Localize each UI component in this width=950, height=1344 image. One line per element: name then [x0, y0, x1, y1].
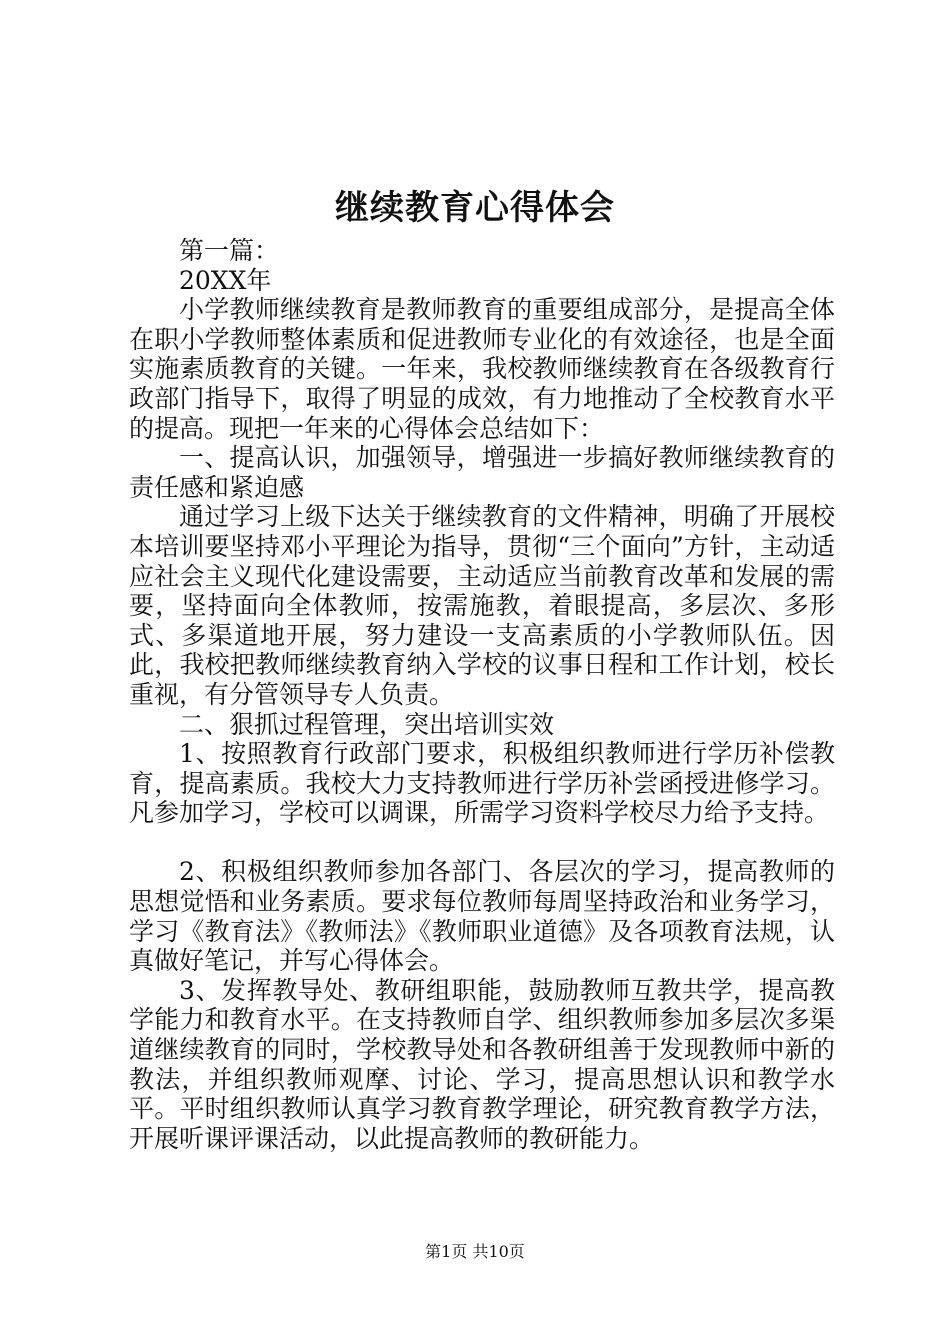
year-line: 20XX年	[179, 265, 272, 295]
intro-paragraph: 小学教师继续教育是教师教育的重要组成部分，是提高全体在职小学教师整体素质和促进教师专业化的有效途径，也是全面实施素质教育的关键。一年来，我校教师继续教育在各级教育行政部门指导下，取得了明显的成效，有力地推动了全校教育水平的提高。现把一年来的心得体会总结如下：	[129, 295, 835, 443]
section-label: 第一篇：	[179, 236, 280, 265]
page-footer: 第1页 共10页	[425, 1242, 525, 1261]
heading-one: 一、提高认识，加强领导，增强进一步搞好教师继续教育的责任感和紧迫感	[129, 443, 835, 502]
paragraph-study: 通过学习上级下达关于继续教育的文件精神，明确了开展校本培训要坚持邓小平理论为指导，贯彻“三个面向”方针，主动适应社会主义现代化建设需要，主动适应当前教育改革和发展的需要，坚持面向全体教师，按需施教，着眼提高，多层次、多形式、多渠道地开展，努力建设一支高素质的小学教师队伍。因此，我校把教师继续教育纳入学校的议事日程和工作计划，校长重视，有分管领导专人负责。	[129, 502, 835, 709]
item-two-paragraph: 2、积极组织教师参加各部门、各层次的学习，提高教师的思想觉悟和业务素质。要求每位教师每周坚持政治和业务学习，学习《教育法》《教师法》《教师职业道德》及各项教育法规，认真做好笔记，并写心得体会。	[129, 857, 835, 976]
document-title: 继续教育心得体会	[335, 188, 615, 228]
item-three-paragraph: 3、发挥教导处、教研组职能，鼓励教师互教共学，提高教学能力和教育水平。在支持教师自学、组织教师参加多层次多渠道继续教育的同时，学校教导处和各教研组善于发现教师中新的教法，并组织教师观摩、讨论、学习，提高思想认识和教学水平。平时组织教师认真学习教育教学理论，研究教育教学方法，开展听课评课活动，以此提高教师的教研能力。	[129, 975, 835, 1153]
item-one-paragraph: 1、按照教育行政部门要求，积极组织教师进行学历补偿教育，提高素质。我校大力支持教师进行学历补尝函授进修学习。凡参加学习，学校可以调课，所需学习资料学校尽力给予支持。	[129, 739, 835, 828]
document-body	[129, 236, 835, 1153]
heading-two: 二、狠抓过程管理，突出培训实效	[179, 709, 555, 739]
